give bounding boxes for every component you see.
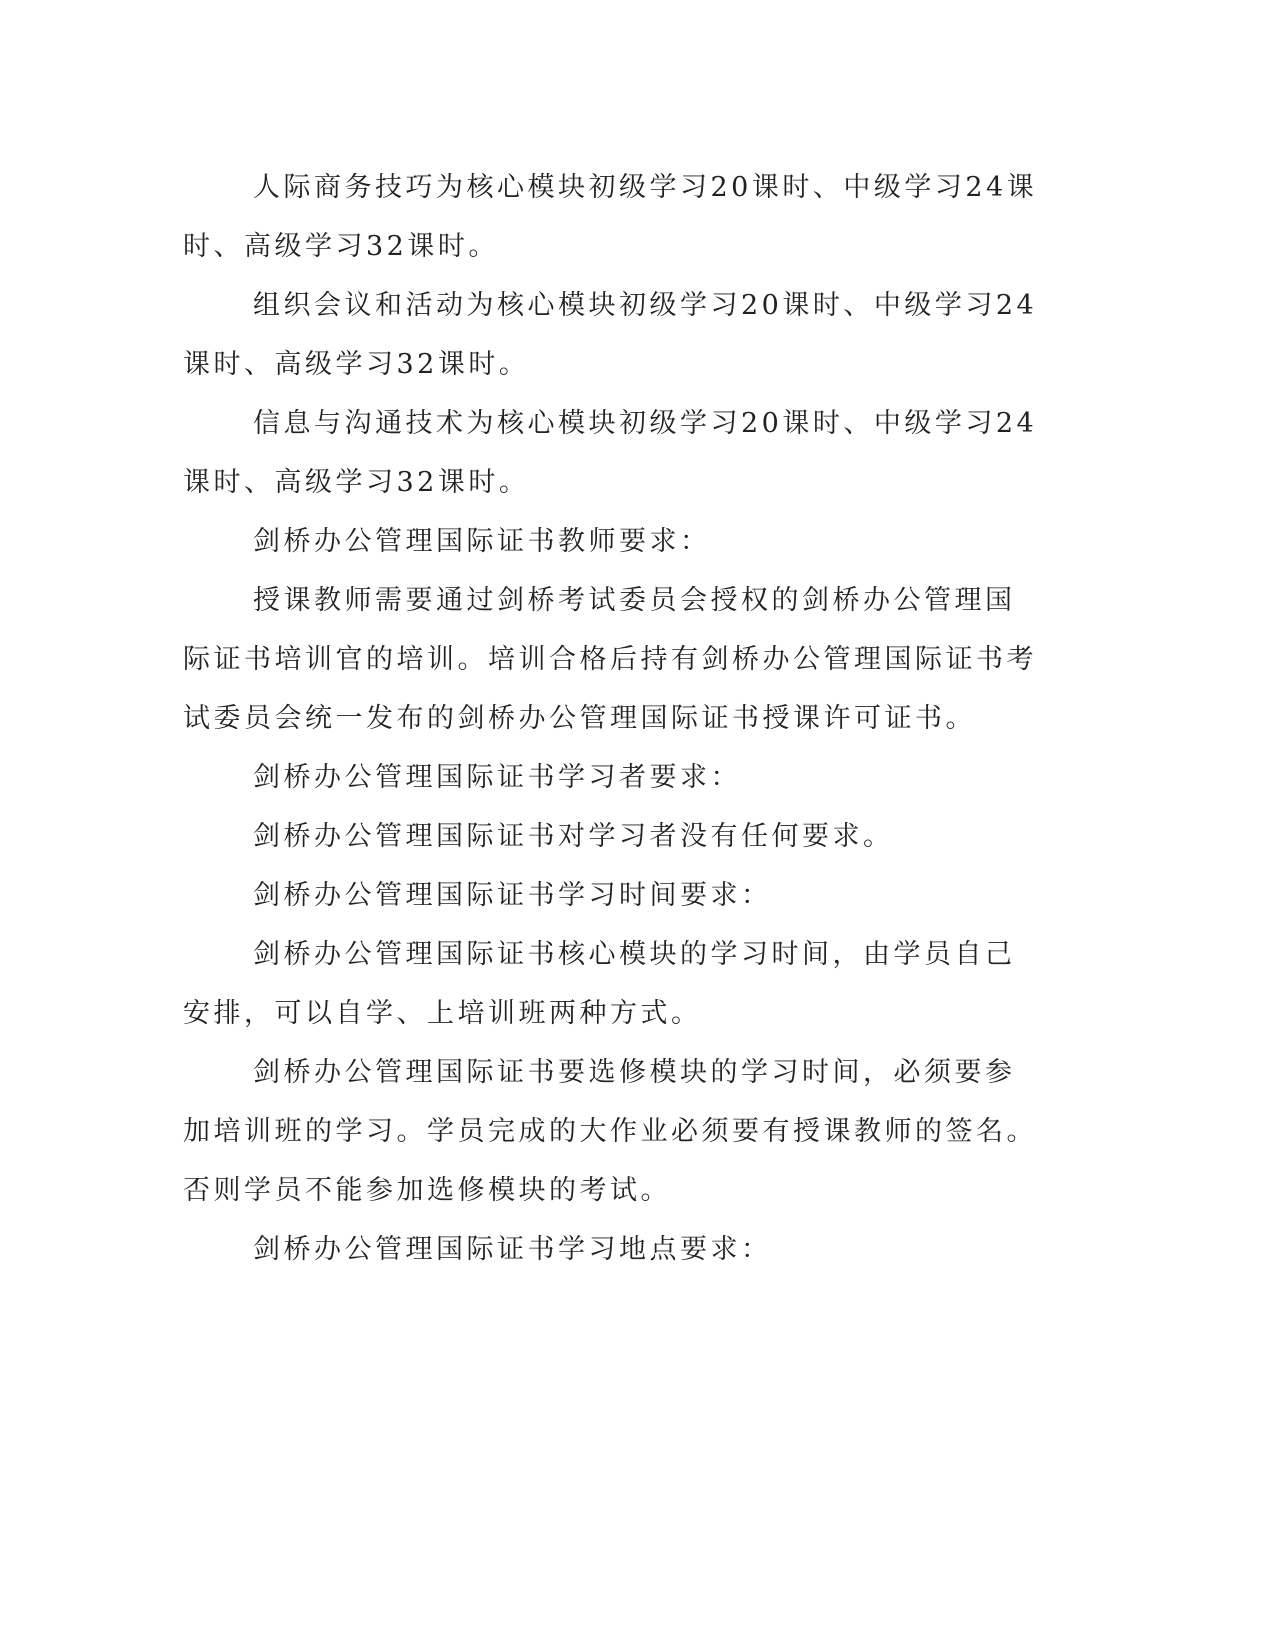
document-body — [183, 158, 1043, 1279]
paragraph-core-module-ict: 信息与沟通技术为核心模块初级学习20课时、中级学习24课时、高级学习32课时。 — [183, 408, 1038, 498]
heading-study-location-requirements: 剑桥办公管理国际证书学习地点要求： — [253, 1234, 772, 1265]
heading-learner-requirements: 剑桥办公管理国际证书学习者要求： — [253, 762, 741, 793]
paragraph-core-module-business-skills: 人际商务技巧为核心模块初级学习20课时、中级学习24课时、高级学习32课时。 — [183, 172, 1038, 262]
paragraph-core-module-meetings-events: 组织会议和活动为核心模块初级学习20课时、中级学习24课时、高级学习32课时。 — [183, 290, 1038, 380]
paragraph-teacher-requirements: 授课教师需要通过剑桥考试委员会授权的剑桥办公管理国际证书培训官的培训。培训合格后持有剑桥办公管理国际证书考试委员会统一发布的剑桥办公管理国际证书授课许可证书。 — [183, 585, 1037, 734]
heading-study-time-requirements: 剑桥办公管理国际证书学习时间要求： — [253, 880, 772, 911]
heading-teacher-requirements: 剑桥办公管理国际证书教师要求： — [253, 526, 711, 557]
paragraph-core-module-study-time: 剑桥办公管理国际证书核心模块的学习时间，由学员自己安排，可以自学、上培训班两种方式。 — [183, 939, 1016, 1029]
paragraph-elective-module-study-time: 剑桥办公管理国际证书要选修模块的学习时间，必须要参加培训班的学习。学员完成的大作业必须要有授课教师的签名。否则学员不能参加选修模块的考试。 — [183, 1057, 1037, 1206]
paragraph-learner-requirements: 剑桥办公管理国际证书对学习者没有任何要求。 — [253, 821, 894, 852]
